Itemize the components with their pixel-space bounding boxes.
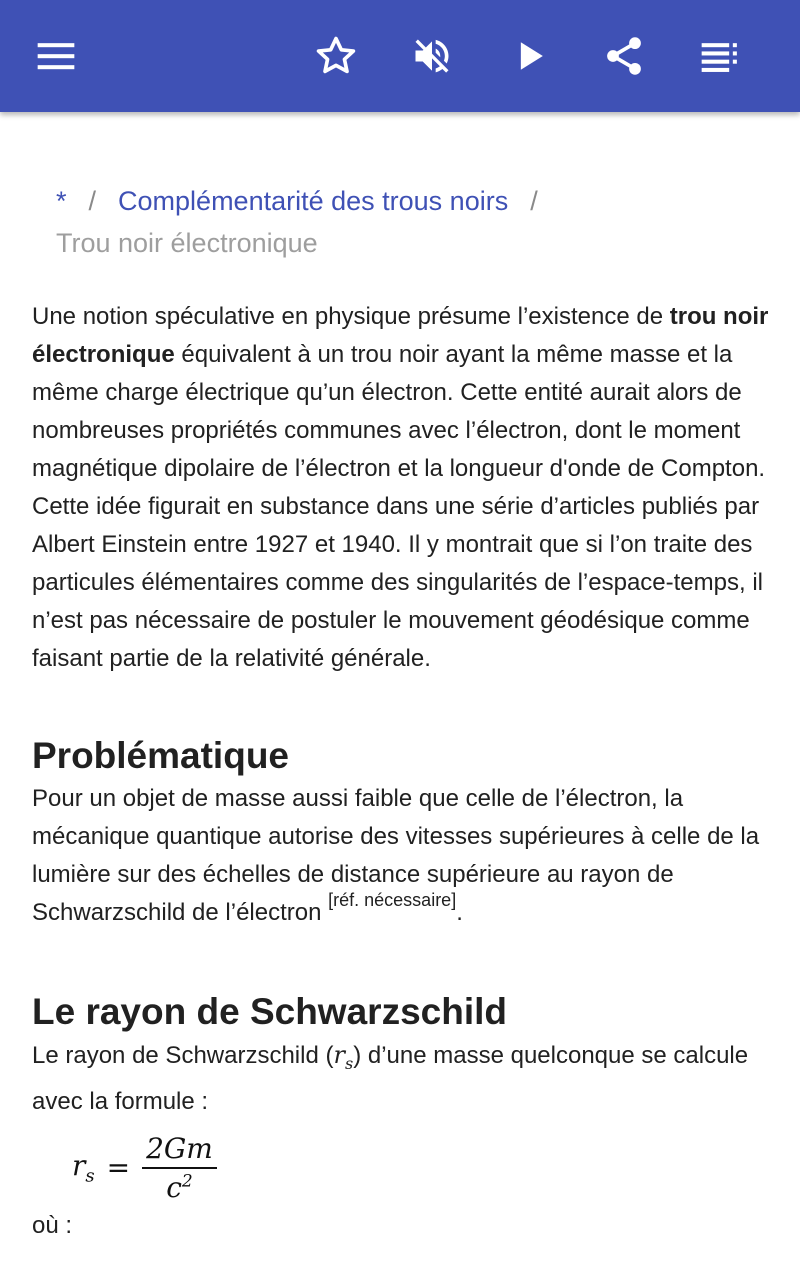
app-bar — [0, 0, 800, 112]
section-heading-problematique: Problématique — [32, 735, 289, 776]
problem-text-end: . — [456, 899, 463, 926]
intro-text-after: équivalent à un trou noir ayant la même masse et la même charge électrique qu’un électron. Cette entité aurait alors de nombreuses propriétés communes avec l’électron, dont le moment magnétique dipolaire de l’électron et la longueur d'onde de Compton. Cette idée figurait en substance dans une série d’articles publiés par Albert Einstein entre 1927 et 1940. Il y montrait que si l’on traite des particules élémentaires comme des singularités de l’espace-temps, il n’est pas nécessaire de postuler le mouvement géodésique comme faisant partie de la relativité générale. — [32, 341, 766, 672]
table-of-contents-button[interactable] — [688, 24, 752, 88]
toc-icon — [698, 34, 742, 78]
problem-paragraph — [32, 780, 772, 932]
breadcrumb-parent-link[interactable]: Complémentarité des trous noirs — [118, 186, 509, 216]
radius-text-before: Le rayon de Schwarzschild ( — [32, 1042, 334, 1069]
intro-bold-term: trou noir électronique — [32, 303, 769, 368]
formula-denominator-exp: 2 — [181, 1171, 193, 1192]
section-heading-rayon: Le rayon de Schwarzschild — [32, 991, 507, 1032]
formula-fraction — [142, 1132, 217, 1204]
intro-paragraph — [32, 298, 772, 678]
after-formula-text: où : — [32, 1211, 73, 1239]
play-button[interactable] — [498, 24, 562, 88]
problem-text: Pour un objet de masse aussi faible que celle de l’électron, la mécanique quantique autorise des vitesses supérieures à celle de la lumière sur des échelles de distance supérieure au rayon de Schwarzschild de l’électron — [32, 785, 760, 926]
mute-button[interactable] — [400, 24, 464, 88]
radius-paragraph — [32, 1036, 772, 1121]
play-icon — [508, 34, 552, 78]
radius-symbol-sub: s — [344, 1053, 354, 1073]
schwarzschild-formula — [72, 1129, 772, 1207]
citation-needed-link[interactable]: [réf. nécessaire] — [328, 890, 457, 910]
share-button[interactable] — [592, 24, 656, 88]
share-icon — [602, 34, 646, 78]
bookmark-button[interactable] — [304, 24, 368, 88]
breadcrumb-root-link[interactable]: * — [56, 186, 67, 216]
formula-equals: = — [106, 1151, 131, 1185]
breadcrumb-separator: / — [88, 186, 97, 216]
formula-denominator-base: c — [166, 1170, 182, 1204]
breadcrumb — [56, 180, 756, 264]
breadcrumb-current: Trou noir électronique — [56, 228, 318, 258]
formula-lhs-base: r — [72, 1149, 86, 1182]
formula-lhs — [72, 1149, 95, 1187]
radius-symbol-base: r — [333, 1041, 345, 1069]
formula-numerator: 2Gm — [142, 1132, 217, 1169]
breadcrumb-separator: / — [530, 186, 538, 216]
intro-text-before: Une notion spéculative en physique présume l’existence de — [32, 303, 670, 330]
volume-off-icon — [410, 34, 454, 78]
menu-button[interactable] — [24, 24, 88, 88]
star-icon — [314, 34, 358, 78]
formula-denominator — [166, 1169, 193, 1204]
radius-text-after: ) d’une masse quelconque se calcule avec la formule : — [32, 1042, 749, 1115]
radius-symbol — [333, 1041, 354, 1073]
menu-icon — [34, 34, 78, 78]
article-content — [32, 298, 772, 1245]
formula-lhs-sub: s — [85, 1165, 95, 1187]
